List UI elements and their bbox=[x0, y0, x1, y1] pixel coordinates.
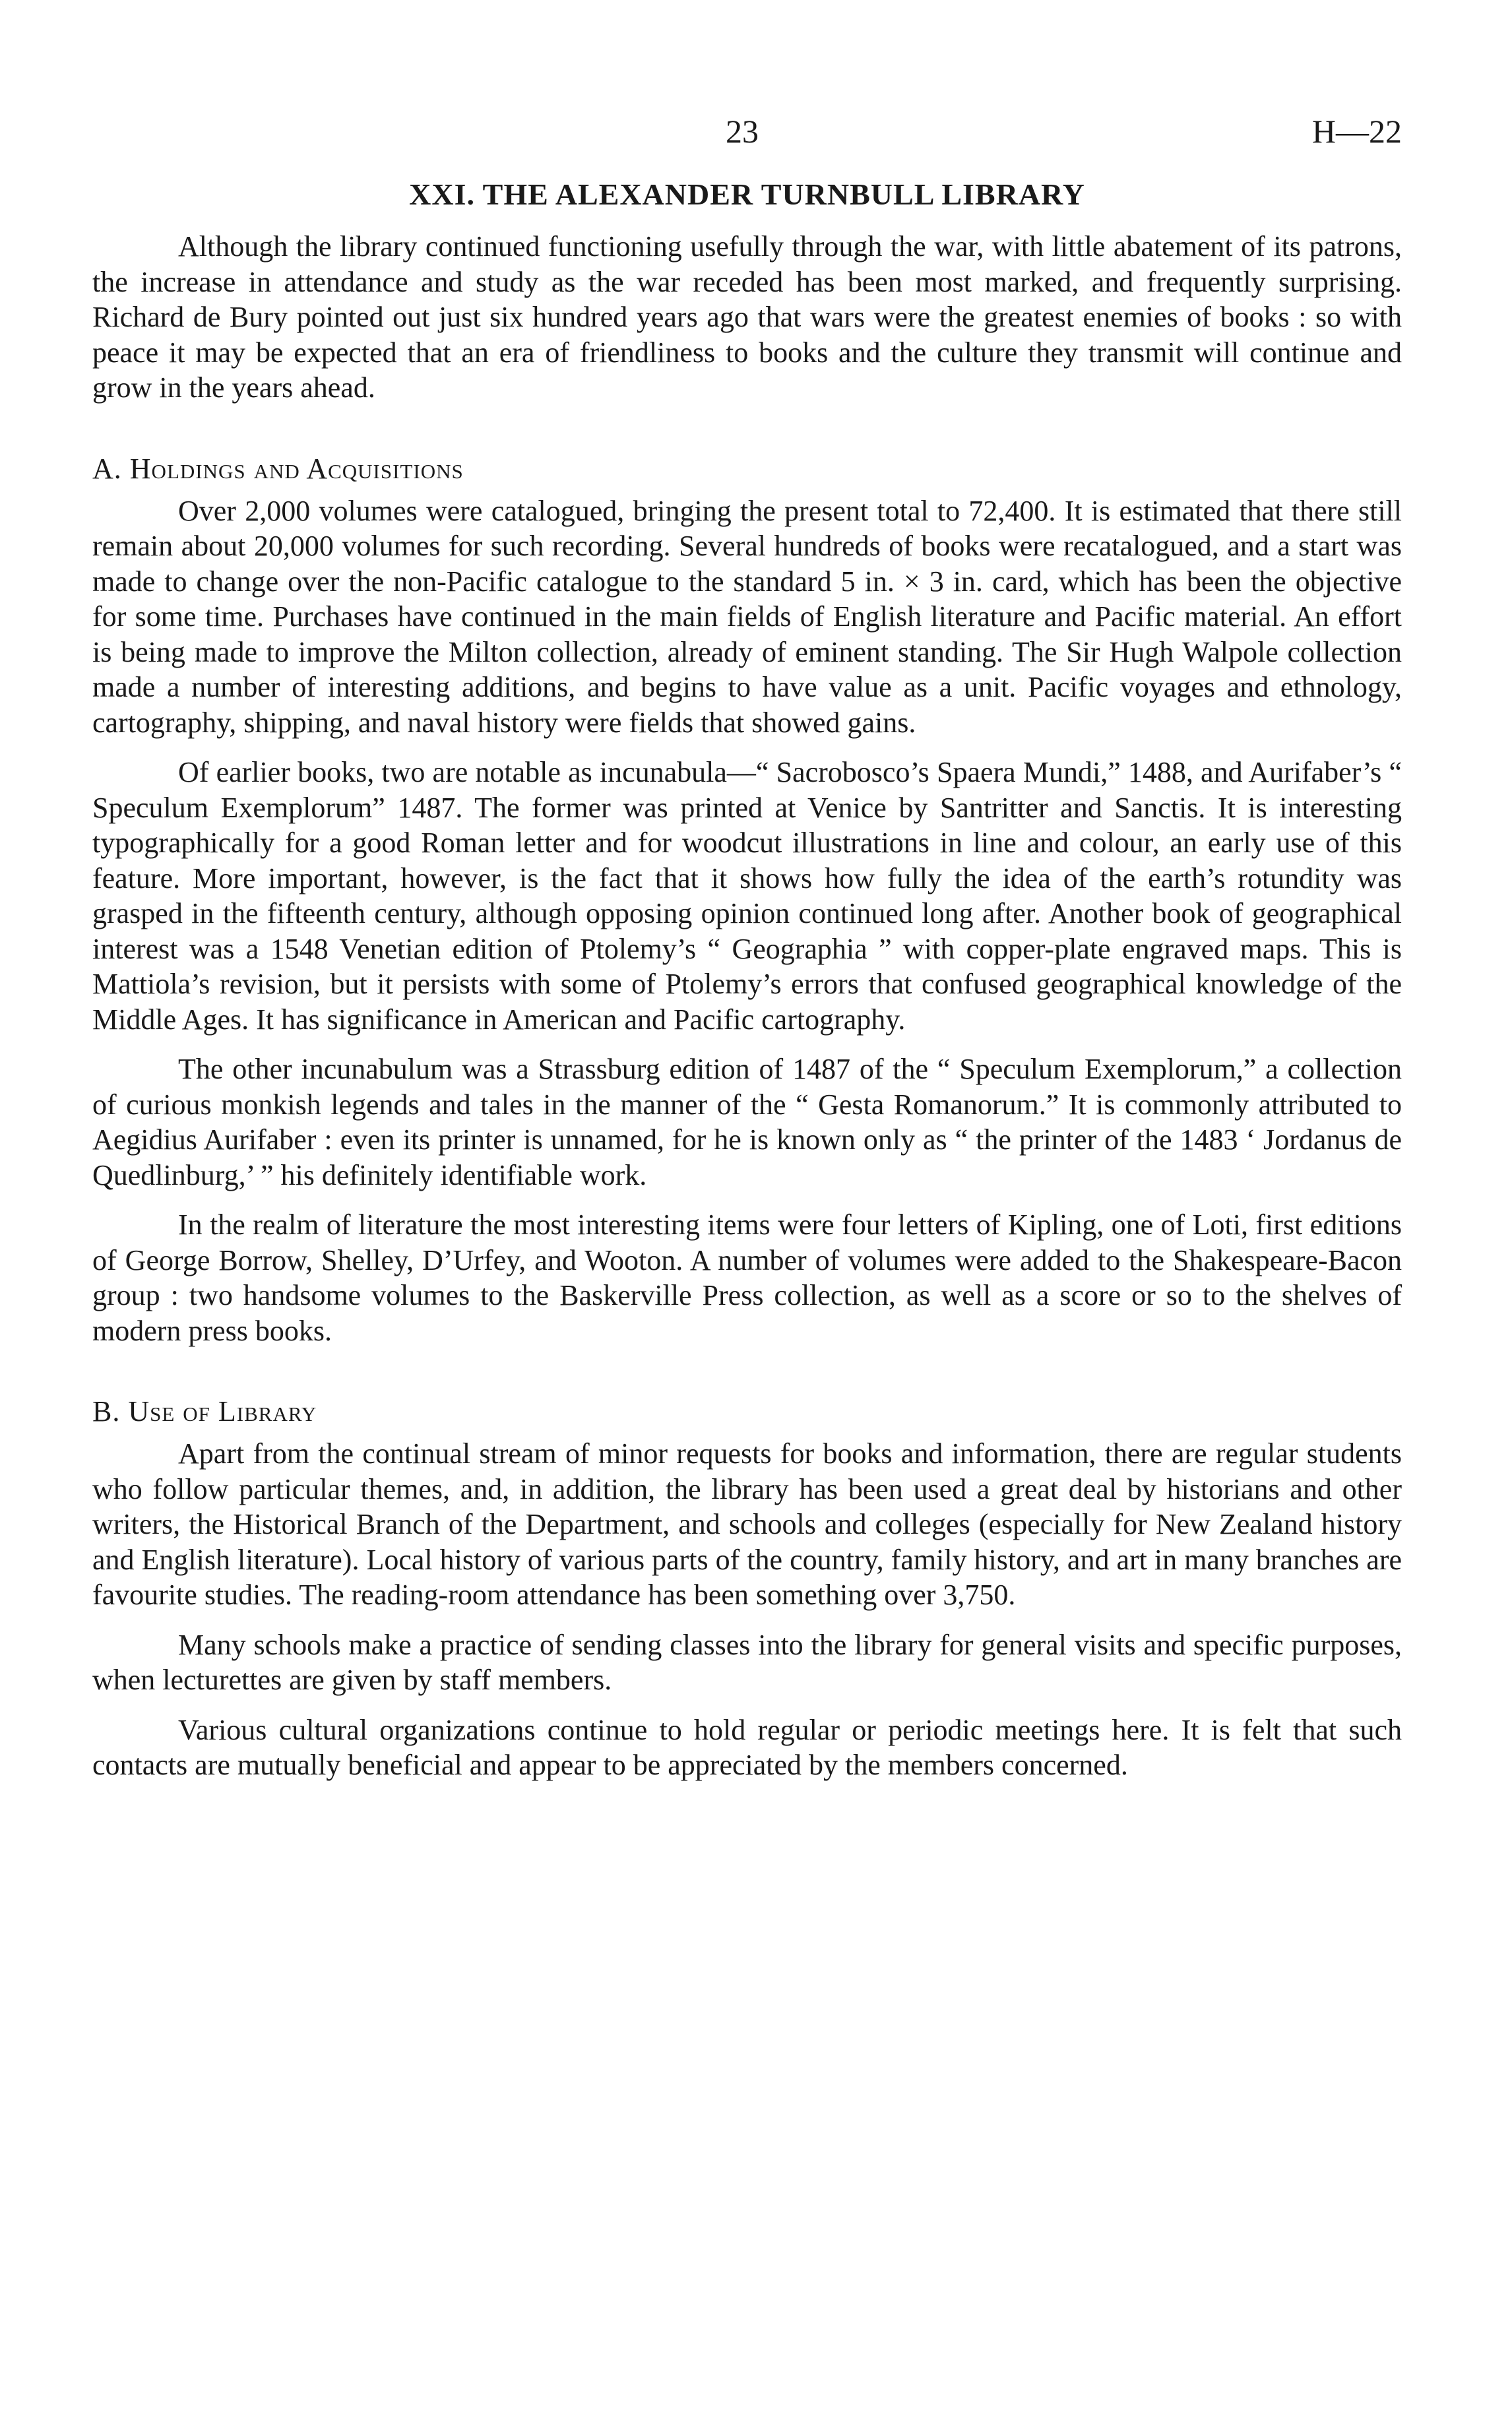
running-header bbox=[92, 112, 1402, 165]
section-use-of-library bbox=[92, 1395, 1402, 1783]
paragraph: Over 2,000 volumes were catalogued, bringing the present total to 72,400. It is estimated that there still remain about 20,000 volumes for such recording. Several hundreds of books were recatalogued, and a start was made to change over the non-Pacific catalogue to the standard 5 in. × 3 in. card, which has been the objective for some time. Purchases have continued in the main fields of English literature and Pacific material. An effort is being made to improve the Milton collection, already of eminent standing. The Sir Hugh Walpole collection made a number of interesting additions, and begins to have value as a unit. Pacific voyages and ethnology, cartography, shipping, and naval history were fields that showed gains. bbox=[92, 494, 1402, 739]
document-page bbox=[92, 112, 1402, 1783]
page-number: 23 bbox=[726, 113, 759, 150]
section-heading: A. Holdings and Acquisitions bbox=[92, 452, 464, 485]
paragraph: The other incunabulum was a Strassburg edition of 1487 of the “ Speculum Exemplorum,” a collection of curious monkish legends and tales in the manner of the “ Gesta Romanorum.” It is commonly attributed to Aegidius Aurifaber : even its printer is unnamed, for he is known only as “ the printer of the 1483 ‘ Jordanus de Quedlinburg,’ ” his definitely identifiable work. bbox=[92, 1053, 1402, 1191]
paragraph: Of earlier books, two are notable as incunabula—“ Sacrobosco’s Spaera Mundi,” 1488, and Aurifaber’s “ Speculum Exemplorum” 1487. The former was printed at Venice by Santritter and Sanctis. It is interesting typographically for a good Roman letter and for woodcut illustrations in line and colour, an early use of this feature. More important, however, is the fact that it shows how fully the idea of the earth’s rotundity was grasped in the fifteenth century, although opposing opinion continued long after. Another book of geographical interest was a 1548 Venetian edition of Ptolemy’s “ Geographia ” with copper-plate engraved maps. This is Mattiola’s revision, but it persists with some of Ptolemy’s errors that confused geographical knowledge of the Middle Ages. It has significance in American and Pacific cartography. bbox=[92, 756, 1402, 1036]
paragraph: Many schools make a practice of sending classes into the library for general visits and specific purposes, when lecturettes are given by staff members. bbox=[92, 1628, 1402, 1696]
page-title: XXI. THE ALEXANDER TURNBULL LIBRARY bbox=[409, 177, 1085, 211]
paragraph: Various cultural organizations continue to hold regular or periodic meetings here. It is felt that such contacts are mutually beneficial and appear to be appreciated by the members concerned. bbox=[92, 1713, 1402, 1781]
document-reference: H—22 bbox=[1311, 113, 1402, 150]
section-holdings bbox=[92, 452, 1402, 1349]
paragraph: In the realm of literature the most interesting items were four letters of Kipling, one of Loti, first editions of George Borrow, Shelley, D’Urfey, and Wooton. A number of volumes were added to the Shakespeare-Bacon group : two handsome volumes to the Baskerville Press collection, as well as a score or so to the shelves of modern press books. bbox=[92, 1208, 1402, 1347]
section-heading: B. Use of Library bbox=[92, 1395, 317, 1428]
paragraph: Apart from the continual stream of minor requests for books and information, there are regular students who follow particular themes, and, in addition, the library has been used a great deal by historians and other writers, the Historical Branch of the Department, and schools and colleges (especially for New Zealand history and English literature). Local history of various parts of the country, family history, and art in many branches are favourite studies. The reading-room attendance has been something over 3,750. bbox=[92, 1437, 1402, 1611]
intro-paragraph: Although the library continued functioning usefully through the war, with little abatement of its patrons, the increase in attendance and study as the war receded has been most marked, and frequently surprising. Richard de Bury pointed out just six hundred years ago that wars were the greatest enemies of books : so with peace it may be expected that an era of friendliness to books and the culture they transmit will continue and grow in the years ahead. bbox=[92, 230, 1402, 404]
